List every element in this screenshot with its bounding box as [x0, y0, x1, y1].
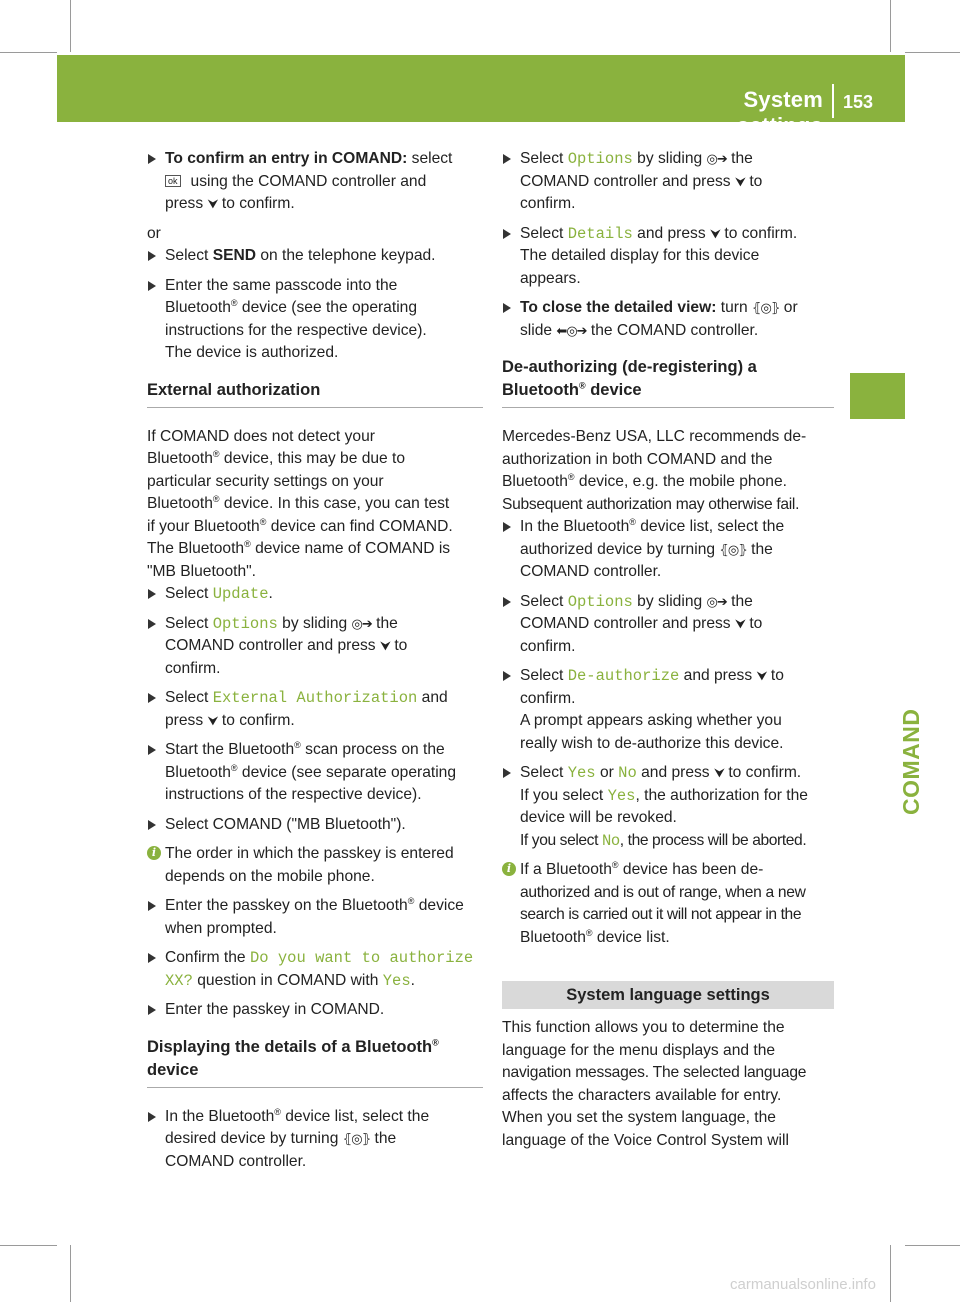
turn-icon: ⦃◎⦄ — [719, 541, 747, 557]
arrow-icon — [503, 671, 511, 681]
press-icon: ⮟ — [713, 765, 724, 780]
section-heading: De-authorizing (de-registering) a Bluetooth® device — [502, 356, 834, 408]
step: Select SEND on the telephone keypad. — [147, 245, 483, 268]
step: Enter the passkey in COMAND. — [147, 999, 483, 1022]
header-separator — [832, 84, 834, 118]
crop-mark — [890, 1245, 891, 1302]
arrow-icon — [503, 522, 511, 532]
paragraph: When you set the system language, the language of the Voice Control System will — [502, 1109, 789, 1149]
arrow-icon — [503, 154, 511, 164]
turn-icon: ⦃◎⦄ — [751, 300, 780, 315]
arrow-icon — [148, 619, 156, 629]
info-icon: i — [502, 862, 516, 876]
arrow-icon — [148, 820, 156, 830]
slide-right-icon: ◎➔ — [706, 593, 727, 609]
paragraph: Mercedes-Benz USA, LLC recommends de- authorization in both COMAND and the Bluetooth® device, e.g. the mobile phone. Subsequent authorization may otherwise fail. — [502, 428, 807, 513]
section-heading: External authorization — [147, 379, 483, 408]
press-icon: ⮟ — [756, 668, 767, 683]
arrow-icon — [503, 597, 511, 607]
step: Select Yes or No and press ⮟ to confirm. If you select Yes, the authorization for the device will be revoked. If you select No, the process will be aborted. — [502, 762, 834, 852]
arrow-icon — [503, 303, 511, 313]
press-icon: ⮟ — [734, 616, 745, 631]
press-icon: ⮟ — [709, 225, 721, 241]
arrow-icon — [503, 768, 511, 778]
step: Enter the same passcode into the Bluetooth® device (see the operating instructions for the respective device). The device is authorized. — [147, 275, 483, 365]
crop-mark — [70, 0, 71, 52]
info-icon: i — [147, 846, 161, 860]
crop-mark — [70, 1245, 71, 1302]
arrow-icon — [148, 1112, 156, 1122]
step: In the Bluetooth® device list, select the desired device by turning ⦃◎⦄ the COMAND controller. — [147, 1106, 483, 1174]
ok-key-icon: ok — [165, 175, 181, 187]
arrow-icon — [148, 693, 156, 703]
arrow-icon — [148, 745, 156, 755]
page-number: 153 — [843, 92, 874, 112]
step: Select Options by sliding ◎➔ the COMAND controller and press ⮟ to confirm. — [147, 613, 483, 681]
arrow-icon — [148, 1005, 156, 1015]
left-column — [147, 148, 483, 1180]
page-title: System settings — [737, 87, 823, 138]
section-heading-box: System language settings — [502, 981, 834, 1009]
step: Select Options by sliding ◎➔ the COMAND controller and press ⮟ to confirm. — [502, 148, 834, 216]
step: Start the Bluetooth® scan process on the Bluetooth® device (see separate operating instructions of the respective device). — [147, 739, 483, 807]
arrow-icon — [148, 251, 156, 261]
step: Select External Authorization and press ⮟ to confirm. — [147, 687, 483, 732]
paragraph: This function allows you to determine the language for the menu displays and the navigation messages. The selected language affects the characters available for entry. — [502, 1019, 807, 1104]
step: Select Details and press ⮟ to confirm. The detailed display for this device appears. — [502, 223, 834, 291]
slide-right-icon: ◎➔ — [351, 615, 372, 631]
press-icon: ⮟ — [207, 712, 218, 728]
arrow-icon — [148, 901, 156, 911]
crop-mark — [905, 52, 960, 53]
watermark: carmanualsonline.info — [730, 1276, 876, 1293]
slide-right-icon: ◎➔ — [706, 151, 727, 166]
step: In the Bluetooth® device list, select the authorized device by turning ⦃◎⦄ the COMAND controller. — [502, 516, 834, 584]
arrow-icon — [148, 154, 156, 164]
side-tab — [850, 373, 905, 419]
right-column — [502, 148, 834, 1152]
info-note: i The order in which the passkey is entered depends on the mobile phone. — [147, 843, 483, 888]
step: Select Update. — [147, 583, 483, 606]
arrow-icon — [148, 589, 156, 599]
step: Enter the passkey on the Bluetooth® device when prompted. — [147, 895, 483, 940]
crop-mark — [890, 0, 891, 52]
crop-mark — [905, 1245, 960, 1246]
arrow-icon — [148, 281, 156, 291]
crop-mark — [0, 52, 57, 53]
step: To confirm an entry in COMAND: select ok using the COMAND controller and press ⮟ to confirm. — [147, 148, 483, 216]
step: Confirm the Do you want to authorize XX? question in COMAND with Yes. — [147, 947, 483, 992]
slide-both-icon: ⬅◎➔ — [556, 322, 587, 338]
info-note: i If a Bluetooth® device has been de- authorized and is out of range, when a new search is carried out it will not appear in the Bluetooth® device list. — [502, 859, 834, 949]
press-icon: ⮟ — [379, 638, 390, 653]
arrow-icon — [503, 229, 511, 239]
step: Select Options by sliding ◎➔ the COMAND controller and press ⮟ to confirm. — [502, 591, 834, 659]
text-or: or — [147, 224, 161, 242]
step: Select COMAND ("MB Bluetooth"). — [147, 814, 483, 837]
press-icon: ⮟ — [207, 196, 218, 211]
step: To close the detailed view: turn ⦃◎⦄ or slide ⬅◎➔ the COMAND controller. — [502, 297, 834, 342]
turn-icon: ⦃◎⦄ — [342, 1131, 371, 1146]
side-section-label: COMAND — [898, 708, 924, 815]
arrow-icon — [148, 953, 156, 963]
paragraph: If COMAND does not detect your Bluetooth® device, this may be due to particular security settings on your Bluetooth® device. In this case, you can test if your Bluetooth® device can find COMAND. The Bluetooth® device name of COMAND is "MB Bluetooth". — [147, 427, 453, 580]
step: Select De-authorize and press ⮟ to confirm. A prompt appears asking whether you really wish to de-authorize this device. — [502, 665, 834, 755]
press-icon: ⮟ — [734, 173, 745, 189]
section-heading: Displaying the details of a Bluetooth® device — [147, 1036, 483, 1088]
crop-mark — [0, 1245, 57, 1246]
